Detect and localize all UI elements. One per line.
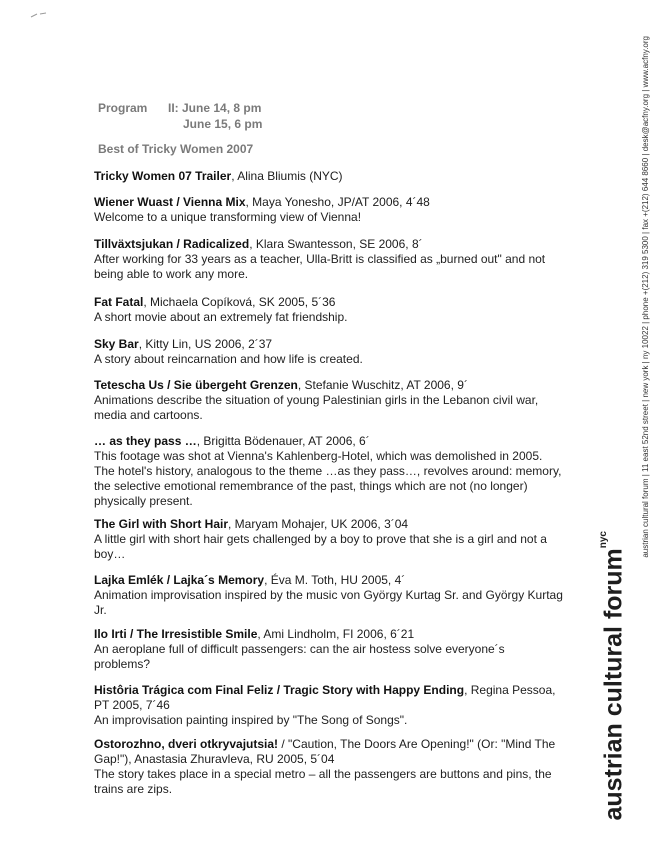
film-credit: , Alina Bliumis (NYC)	[231, 169, 343, 183]
film-entry	[94, 337, 564, 367]
film-entry	[94, 737, 564, 797]
film-entry	[94, 295, 564, 325]
film-entry	[94, 169, 564, 184]
film-credit: , Michaela Copíková, SK 2005, 5´36	[143, 295, 336, 309]
film-credit: , Éva M. Toth, HU 2005, 4´	[264, 573, 406, 587]
film-entry	[94, 378, 564, 423]
film-entry	[94, 434, 564, 509]
section-title: Best of Tricky Women 2007	[98, 142, 254, 156]
film-title: Ilo Irti / The Irresistible Smile	[94, 627, 258, 641]
film-description: A story about reincarnation and how life is created.	[94, 352, 363, 366]
program-date-2: June 15, 6 pm	[183, 117, 263, 131]
film-entry	[94, 627, 564, 672]
film-title: Lajka Emlék / Lajka´s Memory	[94, 573, 265, 587]
film-credit: , Maya Yonesho, JP/AT 2006, 4´48	[245, 195, 430, 209]
letterhead-sidebar	[596, 30, 652, 820]
film-description: Animations describe the situation of young Palestinian girls in the Lebanon civil war, media and cartoons.	[94, 393, 539, 422]
film-credit: , Stefanie Wuschitz, AT 2006, 9´	[297, 378, 468, 392]
film-title: Fat Fatal	[94, 295, 144, 309]
program-label: Program	[98, 101, 148, 115]
organization-logo	[598, 531, 628, 821]
film-description: An aeroplane full of difficult passengers: can the air hostess solve everyone´s problems?	[94, 642, 505, 671]
program-schedule	[98, 100, 262, 132]
film-description: This footage was shot at Vienna's Kahlenberg-Hotel, which was demolished in 2005. The hotel's history, analogous to the theme …as they pass…, revolves around: memory, the selective emotional remembrance of the past, things which are not (no longer) physically present.	[94, 449, 562, 508]
film-entry	[94, 237, 564, 282]
program-date-1: II: June 14, 8 pm	[168, 101, 262, 115]
film-title: Ostorozhno, dveri otkryvajutsia!	[94, 737, 279, 751]
film-description: The story takes place in a special metro – all the passengers are buttons and pins, the trains are zips.	[94, 767, 552, 796]
film-title: Wiener Wuast / Vienna Mix	[94, 195, 246, 209]
scan-speck	[30, 12, 48, 18]
film-title: Histôria Trágica com Final Feliz / Tragic Story with Happy Ending	[94, 683, 465, 697]
film-credit: , Maryam Mohajer, UK 2006, 3´04	[228, 517, 409, 531]
film-title: Tricky Women 07 Trailer	[94, 169, 232, 183]
film-description: An improvisation painting inspired by "The Song of Songs".	[94, 713, 408, 727]
film-title: Sky Bar	[94, 337, 139, 351]
film-credit: / "Caution, The Doors Are Opening!" (Or: "Mind The Gap!"), Anastasia Zhuravleva, RU 2005, 5´04	[94, 737, 556, 766]
film-description: A short movie about an extremely fat friendship.	[94, 310, 348, 324]
film-credit: , Klara Swantesson, SE 2006, 8´	[249, 237, 423, 251]
film-credit: , Brigitta Bödenauer, AT 2006, 6´	[196, 434, 370, 448]
film-description: A little girl with short hair gets challenged by a boy to prove that she is a girl and not a boy…	[94, 532, 547, 561]
film-title: The Girl with Short Hair	[94, 517, 229, 531]
film-entry	[94, 195, 564, 225]
film-description: After working for 33 years as a teacher, Ulla-Britt is classified as „burned out" and not being able to work any more.	[94, 252, 546, 281]
film-title: … as they pass …	[94, 434, 197, 448]
film-credit: , Regina Pessoa, PT 2005, 7´46	[94, 683, 556, 712]
film-title: Tillväxtsjukan / Radicalized	[94, 237, 250, 251]
film-entry	[94, 683, 564, 728]
film-description: Animation improvisation inspired by the music von György Kurtag Sr. and György Kurtag Jr.	[94, 588, 563, 617]
film-credit: , Ami Lindholm, FI 2006, 6´21	[257, 627, 415, 641]
film-description: Welcome to a unique transforming view of Vienna!	[94, 210, 362, 224]
film-entry	[94, 573, 564, 618]
logo-suffix: nyc	[598, 530, 609, 548]
film-credit: , Kitty Lin, US 2006, 2´37	[138, 337, 273, 351]
film-title: Tetescha Us / Sie übergeht Grenzen	[94, 378, 298, 392]
film-entry	[94, 517, 564, 562]
logo-text: austrian cultural forum	[599, 547, 628, 820]
contact-line: austrian cultural forum | 11 east 52nd street | new york | ny 10022 | phone +(212) 319 5300 | fax +(212) 644 8660 | desk@acfny.org | www.acfny.org	[641, 36, 650, 558]
